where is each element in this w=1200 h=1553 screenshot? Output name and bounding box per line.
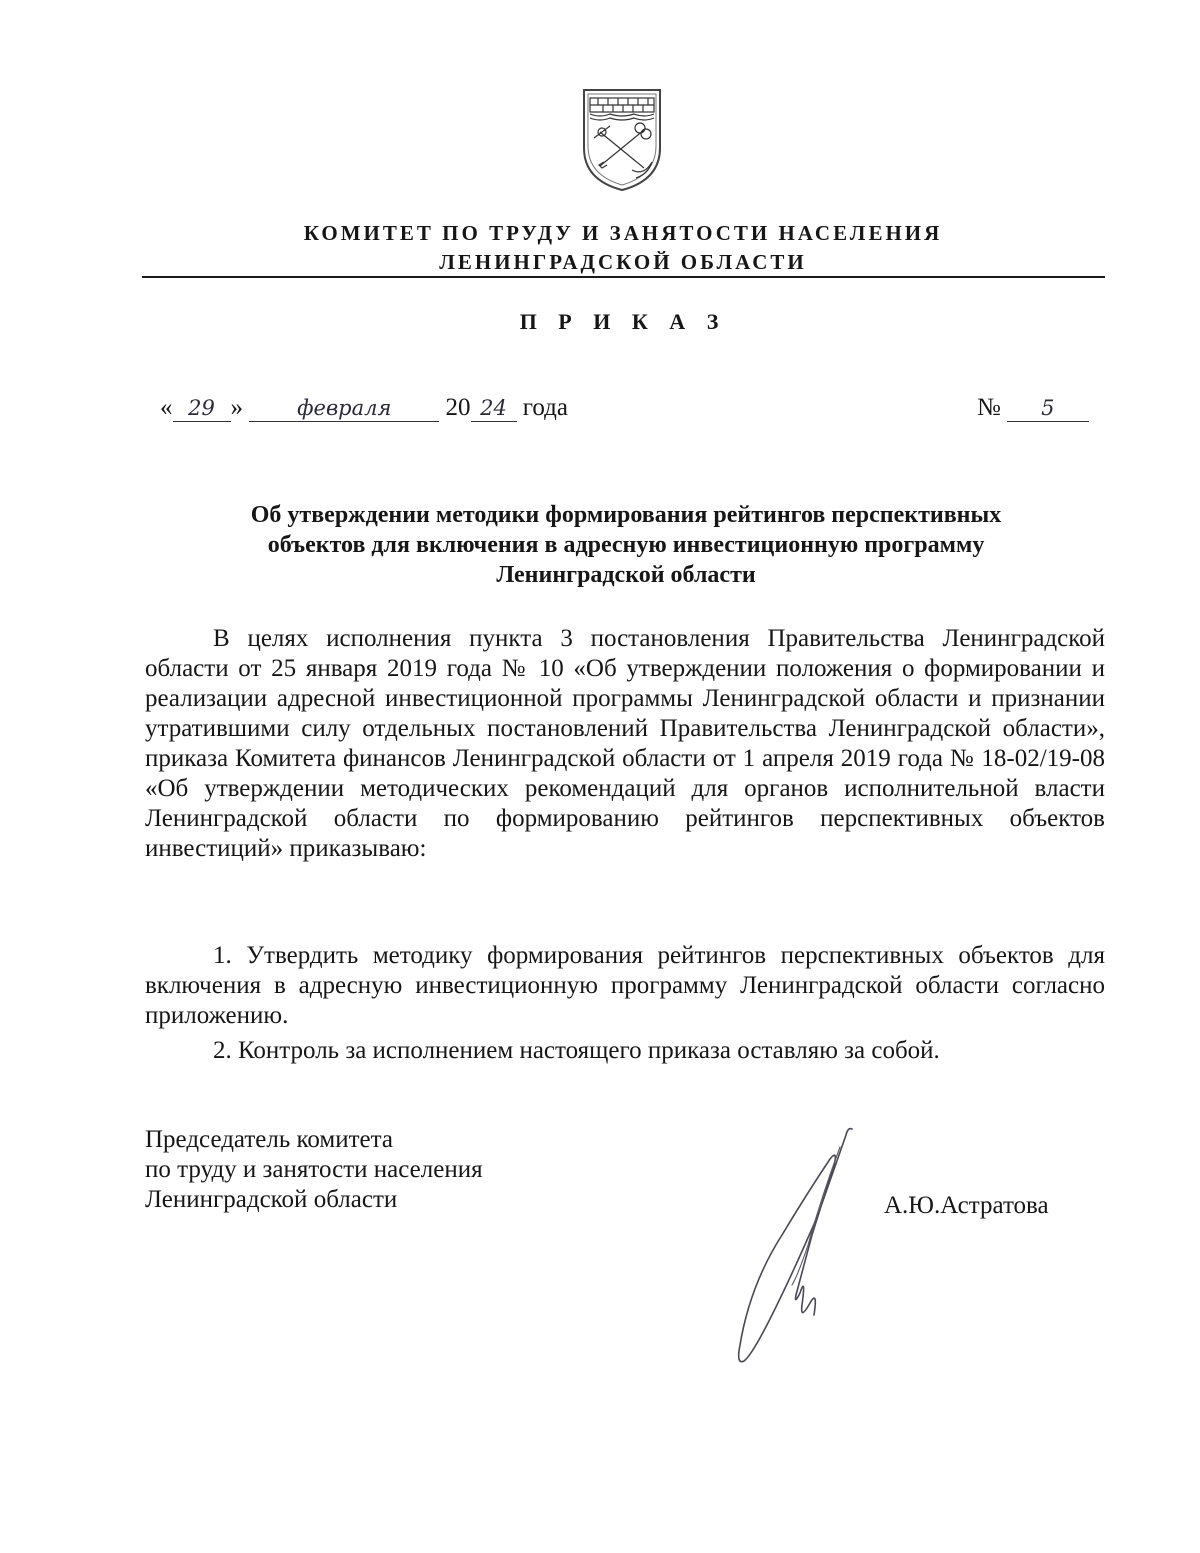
handwritten-signature-icon xyxy=(722,1125,862,1365)
subject-line3: Ленинградской области xyxy=(496,562,756,588)
date-year-prefix: 20 xyxy=(445,394,471,421)
document-date xyxy=(160,394,568,422)
date-year-suffix: 24 xyxy=(471,395,517,422)
subject-line1: Об утверждении методики формирования рейтингов перспективных xyxy=(250,502,1002,528)
organization-name-line2: ЛЕНИНГРАДСКОЙ ОБЛАСТИ xyxy=(439,250,807,274)
number-value: 5 xyxy=(1007,395,1089,422)
signer-name: А.Ю.Астратова xyxy=(884,1192,1049,1219)
subject-line2: объектов для включения в адресную инвестиционную программу xyxy=(267,532,985,558)
order-item-1: 1. Утвердить методику формирования рейтингов перспективных объектов для включения в адресную инвестиционную программу Ленинградской области согласно приложению. xyxy=(145,942,1105,1029)
organization-name xyxy=(140,219,1106,277)
order-item-2: 2. Контроль за исполнением настоящего приказа оставляю за собой. xyxy=(213,1037,940,1064)
number-label: № xyxy=(977,394,1001,421)
signer-title-line2: по труду и занятости населения xyxy=(145,1156,483,1183)
signer-title-line1: Председатель комитета xyxy=(145,1126,393,1153)
date-year-word: года xyxy=(522,394,568,421)
date-open-quote: « xyxy=(160,394,173,421)
document-number xyxy=(977,394,1089,422)
signer-title-line3: Ленинградской области xyxy=(145,1186,398,1213)
preamble-paragraph: В целях исполнения пункта 3 постановления Правительства Ленинградской области от 25 января 2019 года № 10 «Об утверждении положения о формировании и реализации адресной инвестиционной программы Ленинградской области и признании утратившими силу отдельных постановлений Правительства Ленинградской области», приказа Комитета финансов Ленинградской области от 1 апреля 2019 года № 18-02/19-08 «Об утверждении методических рекомендаций для органов исполнительной власти Ленинградской области по формированию рейтингов перспективных объектов инвестиций» приказываю: xyxy=(145,625,1105,862)
header-divider xyxy=(142,276,1105,278)
date-close-quote: » xyxy=(230,394,243,421)
date-day: 29 xyxy=(173,395,231,422)
organization-name-line1: КОМИТЕТ ПО ТРУДУ И ЗАНЯТОСТИ НАСЕЛЕНИЯ xyxy=(303,221,943,245)
document-subject xyxy=(160,500,1092,590)
coat-of-arms-icon xyxy=(580,86,664,194)
document-type: П Р И К А З xyxy=(519,309,727,334)
signer-title xyxy=(145,1125,483,1215)
date-month: февраля xyxy=(249,395,439,422)
